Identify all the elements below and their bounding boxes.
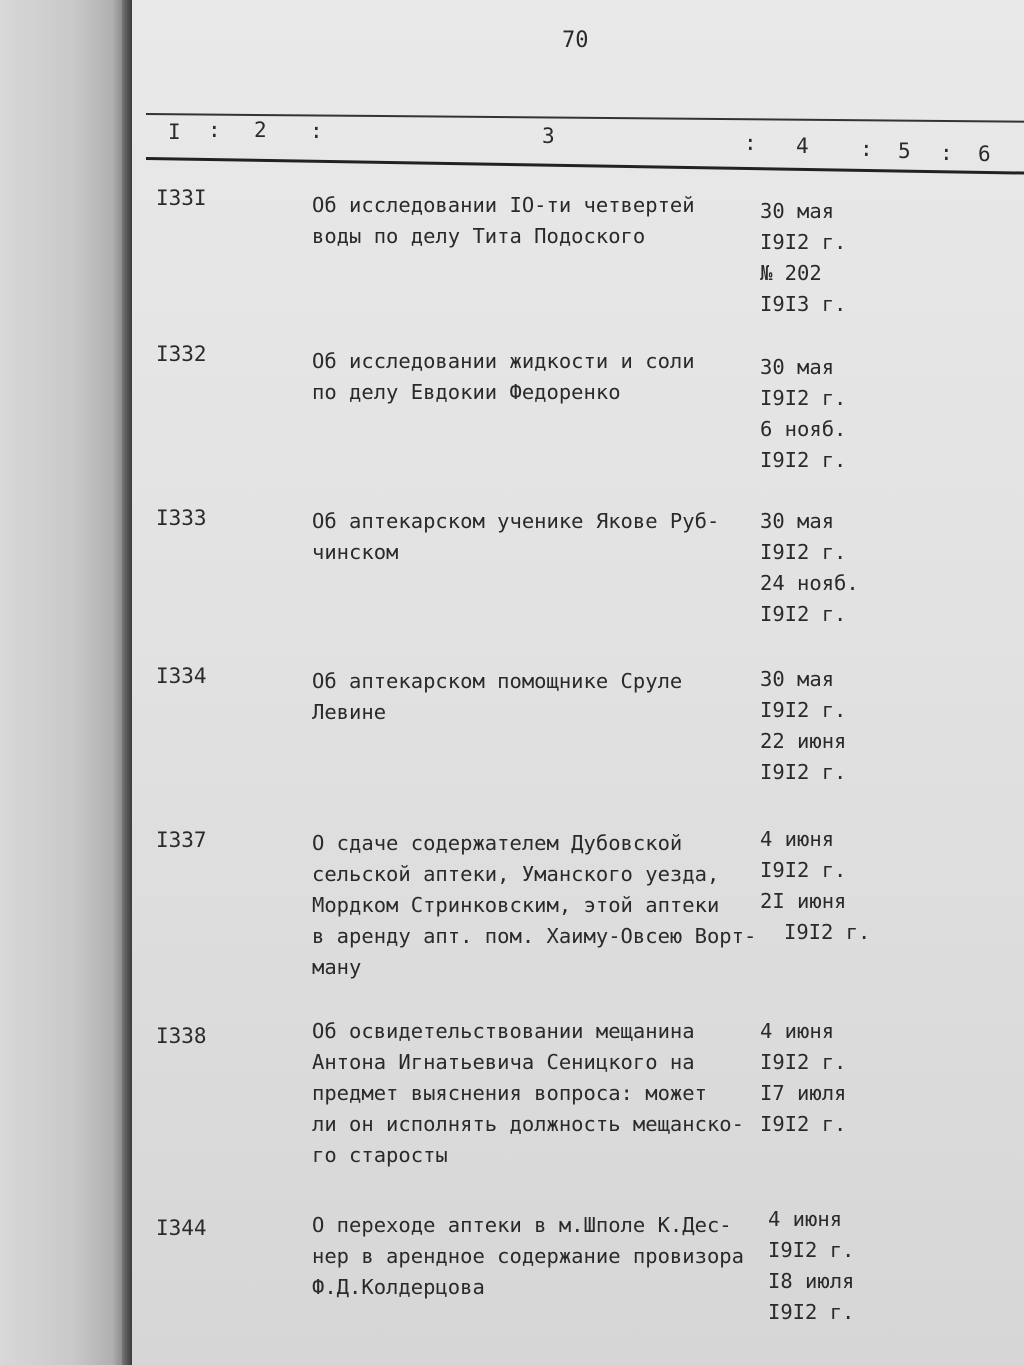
- date-line: 30 мая: [760, 355, 835, 379]
- date-line: I9I2 г.: [760, 858, 847, 882]
- date-line: 30 мая: [760, 667, 835, 691]
- date-line: I9I2 г.: [760, 698, 847, 722]
- title-line: О переходе аптеки в м.Шполе К.Дес-: [312, 1213, 732, 1237]
- date-line: 24 нояб.: [760, 571, 859, 595]
- entry-dates: [760, 196, 900, 320]
- date-line: I9I2 г.: [760, 540, 847, 564]
- title-line: Об аптекарском помощнике Сруле: [312, 669, 683, 693]
- entry-dates: [760, 824, 900, 948]
- date-line: 6 нояб.: [760, 417, 847, 441]
- date-line: I9I2 г.: [760, 760, 847, 784]
- date-line: I9I2 г.: [768, 1300, 855, 1324]
- entry-title: [312, 1016, 752, 1171]
- title-line: нер в арендное содержание провизора: [312, 1244, 744, 1268]
- column-header-3: 3: [542, 124, 555, 148]
- title-line: го старосты: [312, 1143, 448, 1167]
- column-separator: :: [860, 137, 873, 161]
- entry-title: [312, 828, 757, 983]
- header-rule-top: [146, 113, 1024, 123]
- entry-title: [312, 190, 752, 252]
- date-line: I9I2 г.: [784, 920, 871, 944]
- date-line: 4 июня: [760, 1019, 835, 1043]
- title-line: Об исследовании жидкости и соли: [312, 349, 695, 373]
- column-header-2: 2: [254, 118, 267, 142]
- title-line: Об освидетельствовании мещанина: [312, 1019, 695, 1043]
- entry-title: [312, 346, 752, 408]
- date-line: I7 июля: [760, 1081, 847, 1105]
- date-line: I9I2 г.: [760, 230, 847, 254]
- title-line: О сдаче содержателем Дубовской: [312, 831, 683, 855]
- title-line: по делу Евдокии Федоренко: [312, 380, 621, 404]
- date-line: I9I2 г.: [760, 1112, 847, 1136]
- title-line: Антона Игнатьевича Сеницкого на: [312, 1050, 695, 1074]
- entry-title: [312, 506, 752, 568]
- date-line: I9I2 г.: [760, 1050, 847, 1074]
- title-line: воды по делу Тита Подоского: [312, 224, 646, 248]
- entry-number: I333: [156, 506, 207, 530]
- date-line: 30 мая: [760, 199, 835, 223]
- entry-number: I344: [156, 1216, 207, 1240]
- date-line: I9I3 г.: [760, 292, 847, 316]
- entry-dates: [760, 664, 900, 788]
- date-line: I9I2 г.: [760, 386, 847, 410]
- title-line: в аренду апт. пом. Хаиму-Овсею Ворт-: [312, 924, 757, 948]
- column-header-5: 5: [898, 139, 911, 163]
- entry-number: I33I: [156, 186, 207, 210]
- title-line: Мордком Стринковским, этой аптеки: [312, 893, 720, 917]
- title-line: Об исследовании IO-ти четвертей: [312, 193, 695, 217]
- date-line: I8 июля: [768, 1269, 855, 1293]
- date-line: 2I июня: [760, 889, 847, 913]
- entry-number: I332: [156, 342, 207, 366]
- book-binding: [0, 0, 132, 1365]
- title-line: Левине: [312, 700, 387, 724]
- date-line: I9I2 г.: [768, 1238, 855, 1262]
- date-line: 22 июня: [760, 729, 847, 753]
- title-line: Ф.Д.Колдерцова: [312, 1275, 485, 1299]
- column-header-1: I: [168, 120, 181, 144]
- entry-dates: [768, 1204, 908, 1328]
- column-separator: :: [940, 141, 953, 165]
- title-line: предмет выяснения вопроса: может: [312, 1081, 707, 1105]
- title-line: Об аптекарском ученике Якове Руб-: [312, 509, 720, 533]
- entry-dates: [760, 352, 900, 476]
- entry-number: I334: [156, 664, 207, 688]
- column-separator: :: [208, 118, 221, 142]
- column-separator: :: [744, 131, 757, 155]
- page-number: 70: [562, 28, 589, 53]
- entry-title: [312, 1210, 752, 1303]
- column-header-6: 6: [978, 142, 991, 166]
- entry-number: I337: [156, 828, 207, 852]
- date-line: I9I2 г.: [760, 602, 847, 626]
- entry-dates: [760, 1016, 900, 1140]
- title-line: ману: [312, 955, 362, 979]
- document-page: [132, 0, 1024, 1365]
- entry-title: [312, 666, 752, 728]
- title-line: чинском: [312, 540, 399, 564]
- date-line: 4 июня: [768, 1207, 843, 1231]
- column-separator: :: [310, 119, 323, 143]
- date-line: 30 мая: [760, 509, 835, 533]
- title-line: сельской аптеки, Уманского уезда,: [312, 862, 720, 886]
- column-header-4: 4: [796, 134, 809, 158]
- date-line: 4 июня: [760, 827, 835, 851]
- header-rule-bottom: [146, 157, 1024, 175]
- date-line: I9I2 г.: [760, 448, 847, 472]
- entry-dates: [760, 506, 900, 630]
- entry-number: I338: [156, 1024, 207, 1048]
- title-line: ли он исполнять должность мещанско-: [312, 1112, 744, 1136]
- date-line: № 202: [760, 261, 822, 285]
